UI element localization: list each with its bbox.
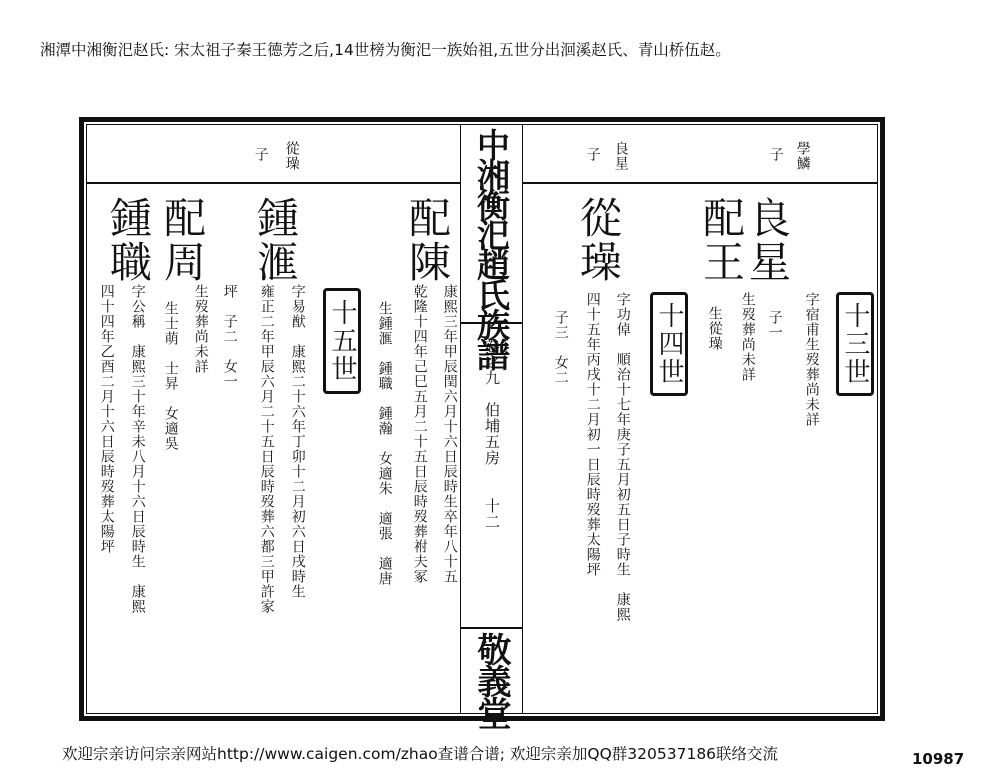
left-big-name-4: 鍾職	[104, 196, 153, 284]
gen15-text-7: 生歿葬尚未詳	[192, 284, 209, 374]
right-top-name-a: 學鱗	[794, 141, 811, 171]
generation-15-box	[323, 288, 361, 394]
gen15-text-6: 坪 子二 女一	[221, 284, 238, 389]
right-top-rel-b: 子	[584, 147, 601, 162]
left-big-name-1: 配陳	[403, 196, 452, 284]
gen14-text-2: 四十五年丙戌十二月初一日辰時歿葬太陽坪	[584, 292, 601, 577]
hall-name: 敬義堂	[471, 632, 511, 728]
right-big-name-3: 從璪	[574, 196, 623, 284]
gen13-text-3: 生歿葬尚未詳	[739, 292, 756, 382]
page-caption: 湘潭中湘衡汜赵氏: 宋太祖子秦王德芳之后,14世榜为衡汜一族始祖,五世分出洄溪赵氏、青山桥伍赵。	[40, 41, 731, 59]
gen15-text-2: 乾隆十四年己巳五月二十五日辰時歿葬祔夫冢	[411, 284, 428, 584]
gen13-text-4: 生從璪	[706, 306, 723, 351]
left-top-rule	[86, 182, 460, 184]
spine-rule-bottom	[460, 627, 523, 629]
generation-14-box	[650, 292, 688, 396]
left-top-rel-a: 子	[252, 147, 269, 162]
generation-13-box	[836, 292, 874, 396]
generation-15-label: 十五世	[327, 299, 357, 383]
gen15-text-3: 生鍾滙 鍾職 鍾瀚 女適朱 適張 適唐	[376, 301, 393, 586]
gen15-text-4: 字易猷 康熙二十六年丁卯十二月初六日戌時生	[289, 284, 306, 599]
book-title: 中湘衡汜趙氏族譜	[472, 128, 511, 368]
left-top-name-a: 從璪	[283, 141, 300, 171]
gen15-text-9: 字公稱 康熙三十年辛未八月十六日辰時生 康熙	[129, 284, 146, 614]
gen14-text-1: 字功倬 順治十七年庚子五月初五日子時生 康熙	[614, 292, 631, 622]
gen15-text-5: 雍正二年甲辰六月二十五日辰時歿葬六都三甲許家	[258, 284, 275, 614]
generation-13-label: 十三世	[840, 302, 870, 386]
right-top-name-b: 良星	[612, 141, 629, 171]
generation-14-label: 十四世	[654, 302, 684, 386]
gen13-text-1: 字宿甫生歿葬尚未詳	[803, 292, 820, 427]
right-big-name-1: 良星	[743, 196, 792, 284]
gen14-text-3: 子三 女二	[552, 310, 569, 385]
right-top-rule	[523, 182, 878, 184]
gen13-text-2: 子一	[766, 310, 783, 340]
gen15-text-8: 生士萌 士昇 女適吳	[162, 301, 179, 451]
gen15-text-1: 康熙三年甲辰閏六月十六日辰時生卒年八十五	[441, 284, 458, 584]
left-big-name-2: 鍾滙	[251, 196, 300, 284]
page-footer: 欢迎宗亲访问宗亲网站http://www.caigen.com/zhao查谱合谱; 欢迎宗亲加QQ群320537186联络交流	[62, 745, 779, 763]
gen15-text-10: 四十四年乙酉二月十六日辰時歿葬太陽坪	[98, 284, 115, 554]
page-number: 10987	[912, 750, 965, 768]
left-big-name-3: 配周	[158, 196, 207, 284]
right-top-rel-a: 子	[767, 147, 784, 162]
right-big-name-2: 配王	[697, 196, 746, 284]
volume-info: 卷之九 伯埔五房 十二	[483, 338, 501, 530]
